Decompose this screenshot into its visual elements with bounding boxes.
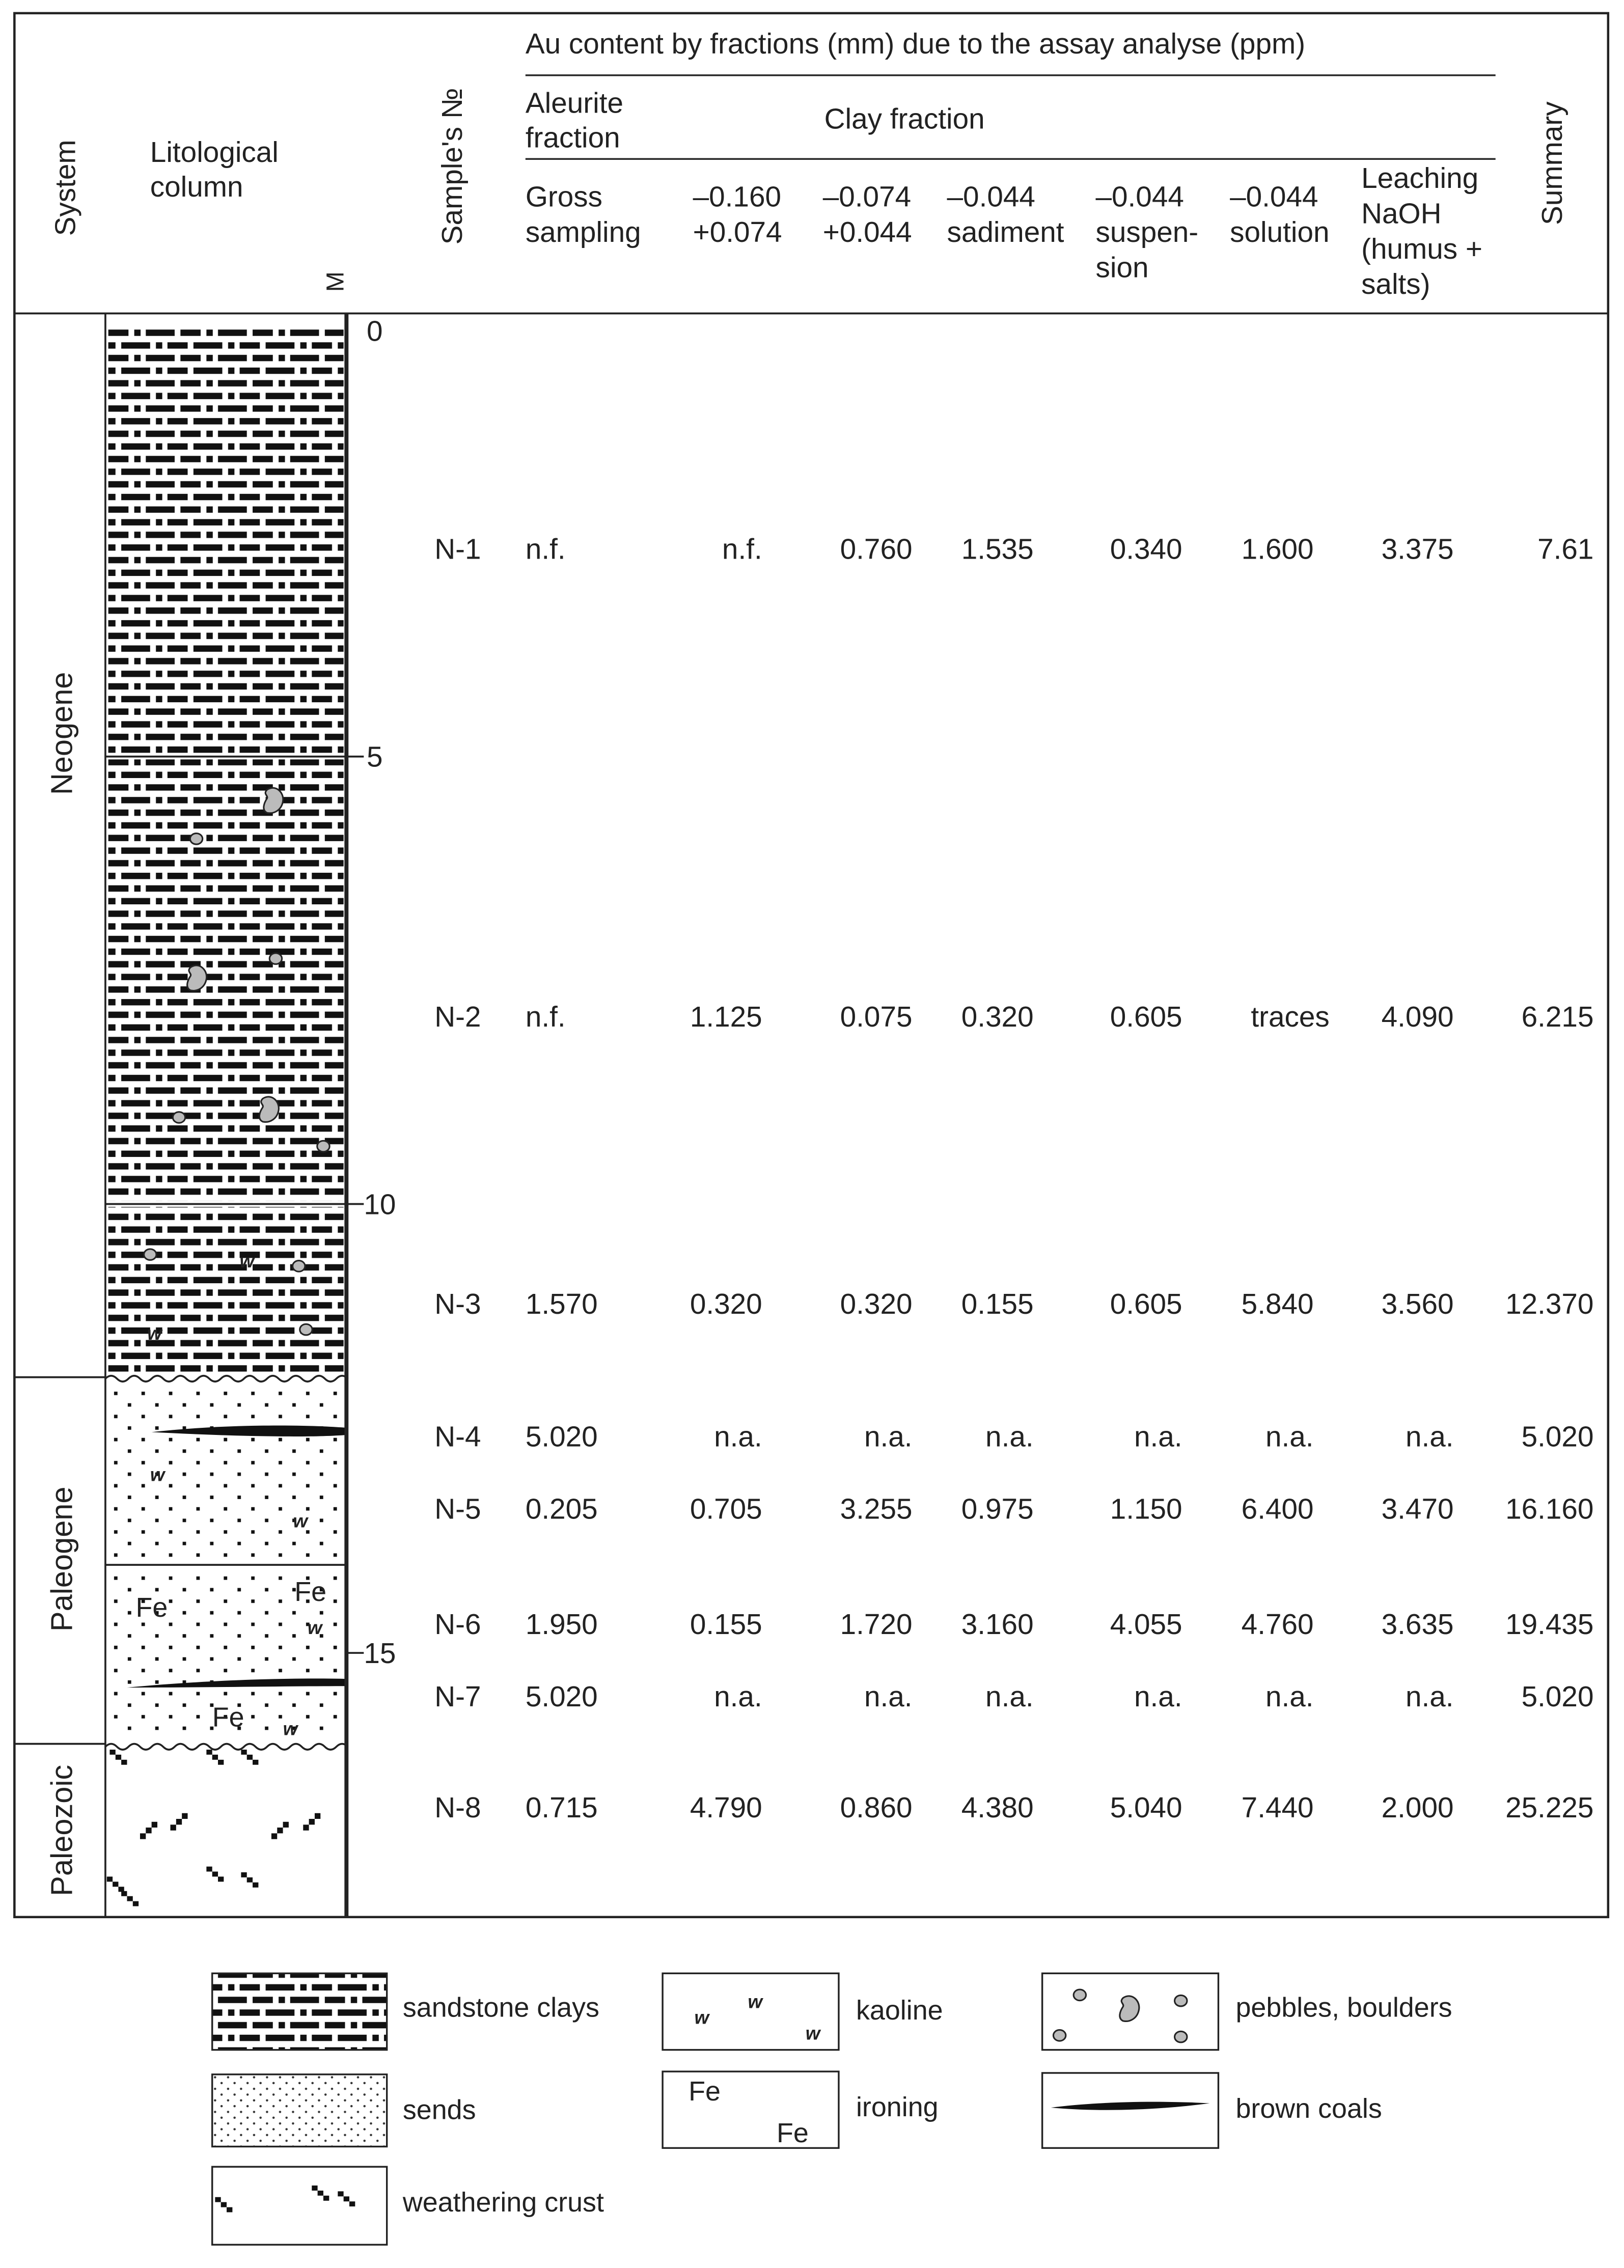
layer-clay-lower bbox=[108, 1207, 344, 1373]
legend-swatch-crust bbox=[212, 2167, 387, 2245]
depth-labels bbox=[364, 315, 396, 1670]
row-value: 4.790 bbox=[690, 1792, 762, 1824]
row-value: 5.020 bbox=[525, 1680, 598, 1713]
row-value: n.a. bbox=[1265, 1680, 1314, 1713]
subcol-header bbox=[823, 181, 912, 248]
row-summary: 6.215 bbox=[1521, 1001, 1594, 1033]
row-value: n.a. bbox=[1134, 1421, 1182, 1453]
row-value: 0.320 bbox=[690, 1288, 762, 1320]
table-row bbox=[434, 1792, 1593, 1824]
ironing-mark: Fe bbox=[212, 1702, 244, 1733]
kaolin-mark: ᴡ bbox=[283, 1718, 298, 1739]
row-sample: N-7 bbox=[434, 1680, 481, 1713]
header-summary: Summary bbox=[1536, 101, 1569, 225]
ironing-mark: Fe bbox=[689, 2076, 721, 2107]
row-summary: 7.61 bbox=[1537, 533, 1594, 566]
layer-clay-upper bbox=[108, 326, 344, 757]
kaolin-mark: ᴡ bbox=[293, 1510, 308, 1532]
ironing-mark: Fe bbox=[777, 2118, 809, 2149]
row-value: 0.715 bbox=[525, 1792, 598, 1824]
legend-ironing bbox=[663, 2071, 938, 2148]
row-value: 0.320 bbox=[840, 1288, 913, 1320]
row-value: 6.400 bbox=[1241, 1493, 1314, 1526]
row-value: 0.340 bbox=[1110, 533, 1182, 566]
weathering-crust bbox=[107, 1750, 321, 1906]
header-aleurite-line2: fraction bbox=[525, 122, 620, 154]
ironing-mark: Fe bbox=[135, 1592, 168, 1623]
unconformity-line-lower bbox=[105, 1744, 348, 1750]
system-labels bbox=[45, 672, 79, 1896]
subcol-header-line: suspen- bbox=[1095, 216, 1199, 249]
row-value: n.a. bbox=[985, 1421, 1034, 1453]
row-value: 1.125 bbox=[690, 1001, 762, 1033]
kaolin-mark: ᴡ bbox=[239, 1251, 255, 1272]
row-value: 1.720 bbox=[840, 1609, 913, 1641]
row-value: n.a. bbox=[714, 1680, 762, 1713]
legend-kaoline bbox=[663, 1973, 943, 2050]
row-summary: 19.435 bbox=[1505, 1609, 1594, 1641]
table-row bbox=[434, 1001, 1593, 1033]
legend-label-sandstone: sandstone clays bbox=[402, 1992, 599, 2023]
header-column-line2: column bbox=[150, 171, 243, 203]
row-value: n.a. bbox=[1265, 1421, 1314, 1453]
header-aleurite bbox=[526, 87, 631, 154]
pebble bbox=[173, 1112, 185, 1123]
depth-label-15: 15 bbox=[364, 1637, 396, 1670]
legend-sandstone-clays bbox=[212, 1973, 599, 2050]
subcol-header-line: Gross bbox=[525, 181, 603, 213]
pebble bbox=[144, 1249, 156, 1260]
depth-ticks bbox=[346, 757, 364, 1653]
row-value: 1.570 bbox=[525, 1288, 598, 1320]
subcol-header-line: –0.074 bbox=[822, 181, 912, 213]
row-value: 0.605 bbox=[1110, 1001, 1182, 1033]
header-system: System bbox=[49, 140, 82, 236]
depth-label-10: 10 bbox=[364, 1188, 396, 1221]
header-clay: Clay fraction bbox=[824, 103, 985, 135]
row-summary: 5.020 bbox=[1521, 1680, 1594, 1713]
row-value: n.a. bbox=[864, 1680, 913, 1713]
row-value: 0.975 bbox=[961, 1493, 1034, 1526]
legend-sands bbox=[212, 2075, 476, 2147]
subcol-header bbox=[947, 181, 1064, 248]
row-summary: 12.370 bbox=[1505, 1288, 1594, 1320]
row-value: 0.205 bbox=[525, 1493, 598, 1526]
row-value: 3.560 bbox=[1381, 1288, 1454, 1320]
subcol-header-line: NaOH bbox=[1361, 198, 1442, 230]
row-value: n.a. bbox=[864, 1421, 913, 1453]
pebble bbox=[190, 834, 202, 845]
subcol-header bbox=[1096, 181, 1199, 284]
row-value: 4.380 bbox=[961, 1792, 1034, 1824]
kaolin-mark: ᴡ bbox=[748, 1991, 763, 2012]
kaolin-mark: ᴡ bbox=[147, 1322, 162, 1344]
system-neogene: Neogene bbox=[44, 672, 79, 795]
row-value: 0.860 bbox=[840, 1792, 913, 1824]
row-value: n.a. bbox=[1134, 1680, 1182, 1713]
header-depth-unit: M bbox=[321, 271, 349, 292]
row-sample: N-6 bbox=[434, 1609, 481, 1641]
table-row bbox=[434, 1681, 1593, 1713]
subcol-header-line: –0.044 bbox=[947, 181, 1035, 213]
subcol-header-line: +0.044 bbox=[822, 216, 912, 249]
row-sample: N-1 bbox=[434, 533, 481, 566]
table-row bbox=[434, 1609, 1593, 1641]
row-value: 3.470 bbox=[1381, 1493, 1454, 1526]
table-header bbox=[49, 28, 1568, 300]
header-aleurite-line1: Aleurite bbox=[525, 87, 624, 120]
layer-clay-pebbles bbox=[108, 759, 344, 1201]
data-rows bbox=[434, 533, 1593, 1824]
row-value: 5.020 bbox=[525, 1421, 598, 1453]
kaolin-mark: ᴡ bbox=[805, 2023, 820, 2044]
row-value: 0.320 bbox=[961, 1001, 1034, 1033]
subcol-header-line: sampling bbox=[525, 216, 641, 249]
subcol-header bbox=[1361, 162, 1482, 300]
row-value: 2.000 bbox=[1381, 1792, 1454, 1824]
row-summary: 16.160 bbox=[1505, 1493, 1594, 1526]
row-value: n.a. bbox=[985, 1680, 1034, 1713]
row-value: 7.440 bbox=[1241, 1792, 1314, 1824]
legend-swatch-coals bbox=[1042, 2073, 1219, 2148]
ironing-mark: Fe bbox=[294, 1576, 327, 1608]
header-column bbox=[150, 136, 287, 203]
pebble bbox=[300, 1324, 312, 1335]
system-paleogene: Paleogene bbox=[44, 1486, 79, 1632]
legend-weathering-crust bbox=[212, 2167, 604, 2245]
legend-label-sands: sends bbox=[402, 2094, 476, 2125]
row-value: 3.635 bbox=[1381, 1609, 1454, 1641]
subcol-header-line: sion bbox=[1095, 252, 1149, 284]
subcol-header-line: sadiment bbox=[947, 216, 1064, 249]
row-summary: 25.225 bbox=[1505, 1792, 1594, 1824]
row-value: 1.950 bbox=[525, 1609, 598, 1641]
legend-label-kaoline: kaoline bbox=[856, 1995, 943, 2026]
subcol-header-line: –0.044 bbox=[1095, 181, 1184, 213]
row-value: n.a. bbox=[1405, 1680, 1454, 1713]
lithological-column bbox=[105, 313, 396, 1917]
depth-label-0: 0 bbox=[367, 315, 383, 348]
row-sample: N-5 bbox=[434, 1493, 481, 1526]
row-value: n.a. bbox=[714, 1421, 762, 1453]
row-value: 1.600 bbox=[1241, 533, 1314, 566]
header-sample: Sample's № bbox=[436, 88, 469, 245]
subcol-header-line: solution bbox=[1230, 216, 1330, 249]
subcol-header bbox=[693, 181, 782, 248]
legend-pebbles bbox=[1042, 1973, 1452, 2050]
row-value: 0.075 bbox=[840, 1001, 913, 1033]
legend-brown-coals bbox=[1042, 2073, 1382, 2148]
row-sample: N-4 bbox=[434, 1421, 481, 1453]
legend-swatch-sandstone bbox=[212, 1973, 387, 2050]
row-value: n.f. bbox=[525, 1001, 566, 1033]
row-value: 0.705 bbox=[690, 1493, 762, 1526]
kaolin-mark: ᴡ bbox=[694, 2007, 709, 2028]
row-sample: N-2 bbox=[434, 1001, 481, 1033]
row-value: 3.375 bbox=[1381, 533, 1454, 566]
kaolin-mark: ᴡ bbox=[307, 1617, 322, 1639]
table-row bbox=[434, 1493, 1593, 1525]
table-row bbox=[434, 1421, 1593, 1453]
kaolin-mark: ᴡ bbox=[150, 1464, 165, 1485]
subcol-header-line: salts) bbox=[1361, 268, 1430, 301]
subcol-header-line: Leaching bbox=[1361, 162, 1479, 195]
row-value: 1.535 bbox=[961, 533, 1034, 566]
row-sample: N-8 bbox=[434, 1792, 481, 1824]
row-value: 0.760 bbox=[840, 533, 913, 566]
row-value: traces bbox=[1251, 1001, 1330, 1033]
row-value: 4.055 bbox=[1110, 1609, 1182, 1641]
row-value: 0.155 bbox=[961, 1288, 1034, 1320]
subcol-header-line: (humus + bbox=[1361, 233, 1482, 265]
legend-label-pebbles: pebbles, boulders bbox=[1235, 1992, 1452, 2023]
subcolumn-headers bbox=[526, 162, 1482, 300]
depth-label-5: 5 bbox=[367, 741, 383, 773]
legend-label-ironing: ironing bbox=[856, 2091, 939, 2122]
subcol-header bbox=[526, 181, 641, 248]
header-au-title: Au content by fractions (mm) due to the assay analyse (ppm) bbox=[525, 28, 1306, 61]
row-value: 3.255 bbox=[840, 1493, 913, 1526]
row-sample: N-3 bbox=[434, 1288, 481, 1320]
row-summary: 5.020 bbox=[1521, 1421, 1594, 1453]
legend-label-crust: weathering crust bbox=[402, 2187, 604, 2218]
row-value: n.a. bbox=[1405, 1421, 1454, 1453]
legend-label-coals: brown coals bbox=[1235, 2093, 1382, 2124]
row-value: 3.160 bbox=[961, 1609, 1034, 1641]
subcol-header-line: –0.160 bbox=[693, 181, 782, 213]
legend-swatch-sands bbox=[212, 2075, 387, 2147]
legend bbox=[212, 1973, 1452, 2245]
pebble bbox=[269, 953, 282, 964]
subcol-header-line: +0.074 bbox=[693, 216, 782, 249]
pebble bbox=[317, 1141, 329, 1152]
row-value: 0.605 bbox=[1110, 1288, 1182, 1320]
row-value: 4.090 bbox=[1381, 1001, 1454, 1033]
subcol-header-line: –0.044 bbox=[1230, 181, 1318, 213]
row-value: 5.840 bbox=[1241, 1288, 1314, 1320]
pebble bbox=[293, 1261, 305, 1272]
row-value: 4.760 bbox=[1241, 1609, 1314, 1641]
layer-sands-upper bbox=[108, 1386, 344, 1562]
header-column-line1: Litological bbox=[150, 136, 279, 169]
table-row bbox=[434, 1288, 1593, 1320]
row-value: 5.040 bbox=[1110, 1792, 1182, 1824]
row-value: 0.155 bbox=[690, 1609, 762, 1641]
unconformity-line-upper bbox=[105, 1376, 348, 1381]
row-value: n.f. bbox=[525, 533, 566, 566]
row-value: n.f. bbox=[722, 533, 762, 566]
table-row bbox=[434, 533, 1593, 565]
row-value: 1.150 bbox=[1110, 1493, 1182, 1526]
system-paleozoic: Paleozoic bbox=[44, 1764, 79, 1896]
subcol-header bbox=[1230, 181, 1329, 248]
